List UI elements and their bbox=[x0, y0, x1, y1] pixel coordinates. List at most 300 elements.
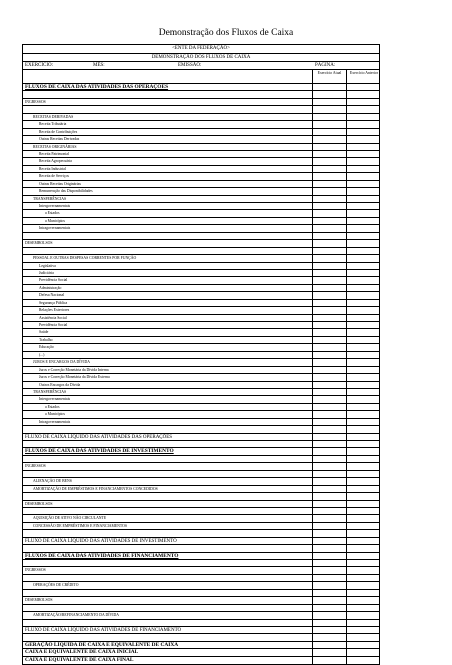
row-label bbox=[23, 434, 313, 440]
current-year-cell[interactable] bbox=[313, 158, 347, 164]
current-year-cell[interactable] bbox=[313, 106, 347, 112]
previous-year-cell[interactable] bbox=[347, 374, 381, 380]
row-label bbox=[23, 419, 313, 425]
row-label-text: DESEMBOLSOS bbox=[25, 598, 53, 603]
row-label bbox=[23, 523, 313, 529]
previous-year-cell[interactable] bbox=[347, 612, 381, 618]
current-year-cell[interactable] bbox=[313, 478, 347, 484]
row-label bbox=[23, 478, 313, 484]
current-year-cell[interactable] bbox=[313, 434, 347, 440]
row-label bbox=[23, 315, 313, 321]
row-label-text: GERAÇÃO LÍQUIDA DE CAIXA E EQUIVALENTE DE CAIXA bbox=[25, 641, 179, 648]
previous-year-cell[interactable] bbox=[347, 263, 381, 269]
column-header-row bbox=[23, 70, 379, 84]
statement-row bbox=[23, 315, 379, 322]
current-year-cell[interactable] bbox=[313, 151, 347, 157]
current-year-cell[interactable] bbox=[313, 263, 347, 269]
row-label bbox=[23, 91, 313, 97]
statement-row bbox=[23, 649, 379, 656]
current-year-cell[interactable] bbox=[313, 538, 347, 544]
current-year-cell[interactable] bbox=[313, 597, 347, 603]
previous-year-cell[interactable] bbox=[347, 657, 381, 664]
previous-year-cell[interactable] bbox=[347, 196, 381, 202]
statement-row bbox=[23, 292, 379, 299]
previous-year-cell[interactable] bbox=[347, 411, 381, 417]
statement-row bbox=[23, 456, 379, 463]
row-label-text: Saúde bbox=[39, 330, 49, 335]
previous-year-cell[interactable] bbox=[347, 493, 381, 499]
previous-year-cell[interactable] bbox=[347, 277, 381, 283]
current-year-cell[interactable] bbox=[313, 218, 347, 224]
row-label-text: CAIXA E EQUIVALENTE DE CAIXA INICIAL bbox=[25, 649, 139, 656]
row-label bbox=[23, 493, 313, 499]
row-label bbox=[23, 129, 313, 135]
previous-year-cell[interactable] bbox=[347, 203, 381, 209]
current-year-cell[interactable] bbox=[313, 367, 347, 373]
cash-flow-form bbox=[22, 44, 380, 665]
previous-year-cell[interactable] bbox=[347, 218, 381, 224]
current-year-cell[interactable] bbox=[313, 233, 347, 239]
current-year-cell[interactable] bbox=[313, 188, 347, 194]
current-year-cell[interactable] bbox=[313, 144, 347, 150]
current-year-cell[interactable] bbox=[313, 419, 347, 425]
row-label bbox=[23, 277, 313, 283]
row-label-text: Assistência Social bbox=[39, 315, 67, 320]
row-label-text: Receita de Serviços bbox=[39, 174, 69, 179]
row-label bbox=[23, 508, 313, 514]
statement-rows bbox=[23, 70, 379, 664]
previous-year-cell[interactable] bbox=[347, 367, 381, 373]
previous-year-cell[interactable] bbox=[347, 144, 381, 150]
previous-year-cell[interactable] bbox=[347, 419, 381, 425]
statement-row bbox=[23, 240, 379, 247]
row-label bbox=[23, 627, 313, 633]
row-label-text: Receita Tributária bbox=[39, 122, 67, 127]
current-year-cell[interactable] bbox=[313, 396, 347, 402]
metadata-row bbox=[23, 62, 379, 70]
exercicio-label: EXERCÍCIO: bbox=[25, 63, 54, 68]
row-label-text: Juros e Correção Monetária da Dívida Externa bbox=[39, 375, 110, 380]
previous-year-cell[interactable] bbox=[347, 270, 381, 276]
previous-year-cell[interactable] bbox=[347, 210, 381, 216]
current-year-cell[interactable] bbox=[313, 493, 347, 499]
row-label bbox=[23, 196, 313, 202]
previous-year-cell[interactable] bbox=[347, 329, 381, 335]
statement-row bbox=[23, 523, 379, 530]
previous-year-cell[interactable] bbox=[347, 575, 381, 581]
current-year-cell[interactable] bbox=[313, 255, 347, 261]
previous-year-cell[interactable] bbox=[347, 538, 381, 544]
row-label bbox=[23, 597, 313, 603]
previous-year-cell[interactable] bbox=[347, 523, 381, 529]
row-label bbox=[23, 575, 313, 581]
row-label-text: OPERAÇÕES DE CRÉDITO bbox=[33, 583, 79, 588]
row-label bbox=[23, 538, 313, 544]
previous-year-cell[interactable] bbox=[347, 582, 381, 588]
row-label bbox=[23, 404, 313, 410]
row-label bbox=[23, 382, 313, 388]
previous-year-cell[interactable] bbox=[347, 649, 381, 655]
current-year-cell[interactable] bbox=[313, 114, 347, 120]
statement-row bbox=[23, 434, 379, 441]
current-year-cell[interactable] bbox=[313, 248, 347, 254]
row-label-text: AMORTIZAÇÃO/REFINANCIAMENTO DA DÍVIDA bbox=[33, 613, 119, 618]
row-label-text: Defesa Nacional bbox=[39, 293, 65, 298]
row-label-text: JUROS E ENCARGOS DA DÍVIDA bbox=[33, 360, 90, 365]
row-label bbox=[23, 292, 313, 298]
current-year-cell[interactable] bbox=[313, 575, 347, 581]
row-label-text: INGRESSOS bbox=[25, 99, 46, 104]
current-year-cell[interactable] bbox=[313, 411, 347, 417]
current-year-cell[interactable] bbox=[313, 389, 347, 395]
previous-year-cell[interactable] bbox=[347, 99, 381, 105]
statement-row bbox=[23, 575, 379, 582]
current-year-cell[interactable] bbox=[313, 426, 347, 432]
previous-year-cell[interactable] bbox=[347, 84, 381, 90]
statement-row bbox=[23, 426, 379, 433]
statement-row bbox=[23, 329, 379, 336]
statement-row bbox=[23, 411, 379, 418]
previous-year-cell[interactable] bbox=[347, 627, 381, 633]
previous-year-cell[interactable] bbox=[347, 389, 381, 395]
row-label-text: RECEITAS DERIVADAS bbox=[33, 114, 74, 119]
previous-year-cell[interactable] bbox=[347, 91, 381, 97]
row-label bbox=[23, 121, 313, 127]
current-year-cell[interactable] bbox=[313, 196, 347, 202]
row-label-text: AQUISIÇÃO DE ATIVO NÃO CIRCULANTE bbox=[33, 516, 107, 521]
row-label bbox=[23, 344, 313, 350]
row-label bbox=[23, 240, 313, 246]
row-label-text: INGRESSOS bbox=[25, 464, 46, 469]
current-year-cell[interactable] bbox=[313, 463, 347, 469]
row-label bbox=[23, 530, 313, 536]
row-label-text: FLUXO DE CAIXA LÍQUIDO DAS ATIVIDADES DE FINANCIAMENTO bbox=[25, 627, 182, 633]
previous-year-cell[interactable] bbox=[347, 129, 381, 135]
row-label bbox=[23, 233, 313, 239]
statement-row bbox=[23, 337, 379, 344]
pagina-label: PÁGINA: bbox=[315, 63, 336, 68]
col-previous-header: Exercício Anterior bbox=[349, 71, 379, 75]
row-label bbox=[23, 181, 313, 187]
current-year-cell[interactable] bbox=[313, 329, 347, 335]
previous-year-cell[interactable] bbox=[347, 486, 381, 492]
row-label-text: PESSOAL E OUTRAS DESPESAS CORRENTES POR FUNÇÃO bbox=[33, 256, 137, 261]
previous-year-cell[interactable] bbox=[347, 396, 381, 402]
statement-row bbox=[23, 597, 379, 604]
statement-row bbox=[23, 404, 379, 411]
statement-row bbox=[23, 263, 379, 270]
previous-year-cell[interactable] bbox=[347, 248, 381, 254]
current-year-cell[interactable] bbox=[313, 121, 347, 127]
row-label bbox=[23, 657, 313, 664]
row-label bbox=[23, 151, 313, 157]
previous-year-cell[interactable] bbox=[347, 530, 381, 536]
row-label-text: a Estados bbox=[45, 211, 60, 216]
previous-year-cell[interactable] bbox=[347, 567, 381, 573]
row-label-text: FLUXO DE CAIXA LÍQUIDO DAS ATIVIDADES DAS OPERAÇÕES bbox=[25, 434, 173, 440]
row-label bbox=[23, 218, 313, 224]
row-label-text: FLUXOS DE CAIXA DAS ATIVIDADES DE FINANCIAMENTO bbox=[25, 552, 179, 559]
previous-year-cell[interactable] bbox=[347, 545, 381, 551]
current-year-cell[interactable] bbox=[313, 501, 347, 507]
previous-year-cell[interactable] bbox=[347, 181, 381, 187]
current-year-cell[interactable] bbox=[313, 456, 347, 462]
statement-row bbox=[23, 486, 379, 493]
statement-row bbox=[23, 158, 379, 165]
current-year-cell[interactable] bbox=[313, 657, 347, 664]
statement-row bbox=[23, 567, 379, 574]
previous-year-cell[interactable] bbox=[347, 233, 381, 239]
previous-year-cell[interactable] bbox=[347, 307, 381, 313]
previous-year-cell[interactable] bbox=[347, 255, 381, 261]
current-year-cell[interactable] bbox=[313, 620, 347, 626]
statement-row bbox=[23, 99, 379, 106]
current-year-cell[interactable] bbox=[313, 285, 347, 291]
current-year-cell[interactable] bbox=[313, 374, 347, 380]
previous-year-cell[interactable] bbox=[347, 456, 381, 462]
statement-row bbox=[23, 501, 379, 508]
row-label bbox=[23, 605, 313, 611]
previous-year-cell[interactable] bbox=[347, 344, 381, 350]
current-year-cell[interactable] bbox=[313, 322, 347, 328]
row-label-text: TRANSFERÊNCIAS bbox=[33, 196, 67, 201]
row-label bbox=[23, 285, 313, 291]
statement-row bbox=[23, 307, 379, 314]
current-year-cell[interactable] bbox=[313, 605, 347, 611]
row-label-text: Previdência Social bbox=[39, 323, 68, 327]
current-year-cell[interactable] bbox=[313, 642, 347, 648]
current-year-cell[interactable] bbox=[313, 441, 347, 447]
row-label bbox=[23, 612, 313, 618]
previous-year-cell[interactable] bbox=[347, 337, 381, 343]
previous-year-cell[interactable] bbox=[347, 441, 381, 447]
current-year-cell[interactable] bbox=[313, 448, 347, 454]
current-year-cell[interactable] bbox=[313, 486, 347, 492]
current-year-cell[interactable] bbox=[313, 612, 347, 618]
row-label bbox=[23, 448, 313, 454]
current-year-cell[interactable] bbox=[313, 240, 347, 246]
previous-year-cell[interactable] bbox=[347, 463, 381, 469]
statement-row bbox=[23, 129, 379, 136]
previous-year-cell[interactable] bbox=[347, 478, 381, 484]
current-year-cell[interactable] bbox=[313, 292, 347, 298]
row-label-text: CONCESSÃO DE EMPRÉSTIMOS E FINANCIAMENTOS bbox=[33, 523, 128, 528]
previous-year-cell[interactable] bbox=[347, 508, 381, 514]
statement-row bbox=[23, 270, 379, 277]
row-label-text: Educação bbox=[39, 345, 54, 350]
statement-row bbox=[23, 210, 379, 217]
current-year-cell[interactable] bbox=[313, 404, 347, 410]
current-year-cell[interactable] bbox=[313, 203, 347, 209]
row-label bbox=[23, 389, 313, 395]
current-year-cell[interactable] bbox=[313, 344, 347, 350]
current-year-cell[interactable] bbox=[313, 210, 347, 216]
row-label bbox=[23, 567, 313, 573]
statement-row bbox=[23, 553, 379, 560]
row-label bbox=[23, 300, 313, 306]
statement-row bbox=[23, 151, 379, 158]
row-label bbox=[23, 441, 313, 447]
previous-year-cell[interactable] bbox=[347, 315, 381, 321]
current-year-cell[interactable] bbox=[313, 553, 347, 559]
statement-row bbox=[23, 545, 379, 552]
current-year-cell[interactable] bbox=[313, 225, 347, 231]
previous-year-cell[interactable] bbox=[347, 515, 381, 521]
row-label bbox=[23, 210, 313, 216]
row-label bbox=[23, 144, 313, 150]
current-year-cell[interactable] bbox=[313, 307, 347, 313]
current-year-cell[interactable] bbox=[313, 515, 347, 521]
current-year-cell[interactable] bbox=[313, 136, 347, 142]
statement-row bbox=[23, 359, 379, 366]
previous-year-cell[interactable] bbox=[347, 620, 381, 626]
current-year-cell[interactable] bbox=[313, 359, 347, 365]
previous-year-cell[interactable] bbox=[347, 426, 381, 432]
current-year-cell[interactable] bbox=[313, 181, 347, 187]
row-label bbox=[23, 270, 313, 276]
current-year-cell[interactable] bbox=[313, 545, 347, 551]
current-year-cell[interactable] bbox=[313, 352, 347, 358]
row-label bbox=[23, 307, 313, 313]
previous-year-cell[interactable] bbox=[347, 106, 381, 112]
statement-row bbox=[23, 530, 379, 537]
previous-year-cell[interactable] bbox=[347, 501, 381, 507]
current-year-cell[interactable] bbox=[313, 471, 347, 477]
mes-label: MÊS: bbox=[93, 63, 105, 68]
current-year-cell[interactable] bbox=[313, 277, 347, 283]
current-year-cell[interactable] bbox=[313, 530, 347, 536]
current-year-cell[interactable] bbox=[313, 649, 347, 655]
statement-row bbox=[23, 91, 379, 98]
previous-year-cell[interactable] bbox=[347, 188, 381, 194]
statement-row bbox=[23, 590, 379, 597]
document-title: Demonstração dos Fluxos de Caixa bbox=[158, 28, 294, 38]
row-label bbox=[23, 255, 313, 261]
row-label bbox=[23, 642, 313, 648]
row-label-text: FLUXOS DE CAIXA DAS ATIVIDADES DE INVESTIMENTO bbox=[25, 448, 174, 455]
previous-year-cell[interactable] bbox=[347, 404, 381, 410]
statement-row bbox=[23, 396, 379, 403]
current-year-cell[interactable] bbox=[313, 382, 347, 388]
previous-year-cell[interactable] bbox=[347, 382, 381, 388]
row-label-text: TRANSFERÊNCIAS bbox=[33, 389, 67, 394]
statement-row bbox=[23, 367, 379, 374]
statement-row bbox=[23, 634, 379, 641]
row-label bbox=[23, 463, 313, 469]
row-label bbox=[23, 486, 313, 492]
row-label bbox=[23, 188, 313, 194]
current-year-cell[interactable] bbox=[313, 337, 347, 343]
previous-year-cell[interactable] bbox=[347, 151, 381, 157]
previous-year-cell[interactable] bbox=[347, 642, 381, 648]
statement-row bbox=[23, 173, 379, 180]
statement-row bbox=[23, 448, 379, 455]
previous-year-cell[interactable] bbox=[347, 166, 381, 172]
statement-row bbox=[23, 493, 379, 500]
previous-year-cell[interactable] bbox=[347, 605, 381, 611]
previous-year-cell[interactable] bbox=[347, 560, 381, 566]
current-year-cell[interactable] bbox=[313, 315, 347, 321]
row-label-text: a Municípios bbox=[45, 412, 65, 417]
current-year-cell[interactable] bbox=[313, 99, 347, 105]
row-label-text: FLUXO DE CAIXA LÍQUIDO DAS ATIVIDADES DE INVESTIMENTO bbox=[25, 538, 177, 544]
statement-row bbox=[23, 352, 379, 359]
previous-year-cell[interactable] bbox=[347, 173, 381, 179]
statement-row bbox=[23, 300, 379, 307]
previous-year-cell[interactable] bbox=[347, 158, 381, 164]
current-year-cell[interactable] bbox=[313, 567, 347, 573]
row-label bbox=[23, 84, 313, 90]
previous-year-cell[interactable] bbox=[347, 352, 381, 358]
previous-year-cell[interactable] bbox=[347, 114, 381, 120]
current-year-cell[interactable] bbox=[313, 590, 347, 596]
row-label-text: RECEITAS ORIGINÁRIAS bbox=[33, 144, 77, 149]
row-label-text: AMORTIZAÇÃO DE EMPRÉSTIMOS E FINANCIAMENTOS CONCEDIDOS bbox=[33, 486, 158, 491]
statement-row bbox=[23, 203, 379, 210]
statement-row bbox=[23, 225, 379, 232]
previous-year-cell[interactable] bbox=[347, 590, 381, 596]
row-label-text: Outras Receitas Derivadas bbox=[39, 137, 80, 142]
previous-year-cell[interactable] bbox=[347, 359, 381, 365]
current-year-cell[interactable] bbox=[313, 582, 347, 588]
previous-year-cell[interactable] bbox=[347, 240, 381, 246]
row-label bbox=[23, 396, 313, 402]
row-label-text: a Estados bbox=[45, 404, 60, 409]
previous-year-cell[interactable] bbox=[347, 121, 381, 127]
current-year-cell[interactable] bbox=[313, 270, 347, 276]
previous-year-cell[interactable] bbox=[347, 292, 381, 298]
previous-year-cell[interactable] bbox=[347, 448, 381, 454]
row-label-text: CAIXA E EQUIVALENTE DE CAIXA FINAL bbox=[25, 656, 134, 663]
current-year-cell[interactable] bbox=[313, 523, 347, 529]
statement-row bbox=[23, 612, 379, 619]
current-year-cell[interactable] bbox=[313, 129, 347, 135]
current-year-cell[interactable] bbox=[313, 560, 347, 566]
previous-year-cell[interactable] bbox=[347, 136, 381, 142]
current-year-cell[interactable] bbox=[313, 508, 347, 514]
current-year-cell[interactable] bbox=[313, 627, 347, 633]
current-year-cell[interactable] bbox=[313, 84, 347, 90]
previous-year-cell[interactable] bbox=[347, 597, 381, 603]
current-year-cell[interactable] bbox=[313, 300, 347, 306]
previous-year-cell[interactable] bbox=[347, 300, 381, 306]
current-year-cell[interactable] bbox=[313, 173, 347, 179]
previous-year-cell[interactable] bbox=[347, 553, 381, 559]
row-label bbox=[23, 329, 313, 335]
previous-year-cell[interactable] bbox=[347, 322, 381, 328]
previous-year-cell[interactable] bbox=[347, 225, 381, 231]
previous-year-cell[interactable] bbox=[347, 434, 381, 440]
statement-row bbox=[23, 478, 379, 485]
statement-row bbox=[23, 657, 379, 664]
previous-year-cell[interactable] bbox=[347, 471, 381, 477]
statement-row bbox=[23, 196, 379, 203]
row-label bbox=[23, 158, 313, 164]
row-label bbox=[23, 456, 313, 462]
row-label bbox=[23, 411, 313, 417]
row-label bbox=[23, 590, 313, 596]
previous-year-cell[interactable] bbox=[347, 285, 381, 291]
statement-row bbox=[23, 84, 379, 91]
row-label-text: a Municípios bbox=[45, 218, 65, 223]
current-year-cell[interactable] bbox=[313, 91, 347, 97]
statement-row bbox=[23, 627, 379, 634]
statement-row bbox=[23, 620, 379, 627]
statement-header: DEMONSTRAÇÃO DOS FLUXOS DE CAIXA bbox=[23, 54, 379, 62]
current-year-cell[interactable] bbox=[313, 166, 347, 172]
statement-row bbox=[23, 248, 379, 255]
row-label-text: Outras Receitas Originárias bbox=[39, 181, 81, 186]
